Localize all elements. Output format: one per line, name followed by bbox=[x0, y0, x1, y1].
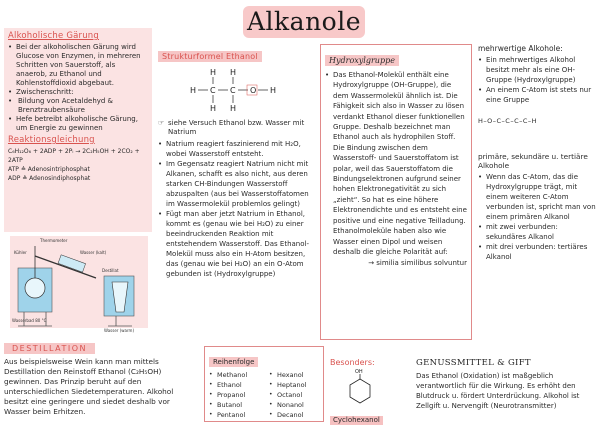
reihe-item: • Butanol bbox=[209, 400, 259, 410]
adp-note: ADP ≙ Adenosindiphosphat bbox=[8, 175, 91, 182]
destillation-section bbox=[4, 336, 196, 422]
mehrwertig-b2: • An einem C-Atom ist stets nur eine Gruppe bbox=[478, 85, 596, 105]
versuch-note: ☞ siehe Versuch Ethanol bzw. Wasser mit Natrium bbox=[158, 119, 305, 136]
atom-c1: C bbox=[210, 86, 216, 95]
gaerung-sub-2: • Bildung von Acetaldehyd & Brenztraubensäure bbox=[8, 97, 148, 115]
page-title: Alkanole bbox=[246, 7, 362, 36]
reihe-item: • Propanol bbox=[209, 390, 259, 400]
genuss-heading: GENUSSMITTEL & GIFT bbox=[416, 358, 531, 368]
gaerung-bullet-3: • Hefe betreibt alkoholische Gärung, um Energie zu gewinnen bbox=[8, 115, 148, 133]
oh-label: OH bbox=[355, 369, 363, 375]
natrium-point-2: • Im Gegensatz reagiert Natrium nicht mit Alkanen, schafft es also nicht, aus deren starken CH-Bindungen Wasserstoff abzuspalten (aus bei Wasserstoffatomen im Wassermolekül problemlos gelingt) bbox=[158, 159, 316, 209]
genuss-text: Das Ethanol (Oxidation) ist maßgeblich verantwortlich für die Wirkung. Es erhöht den Blutdruck u. fördert Unterdrückung. Alkohol ist Zellgift u. Nervengift (Neurotransmitter) bbox=[416, 372, 580, 410]
hydroxyl-text: • Das Ethanol-Molekül enthält eine Hydroxylgruppe (OH-Gruppe), die dem Wassermolekül ähnlich ist. Die Fähigkeit sich also in Wasser zu lösen verdankt Ethanol dieser funktionellen Gruppe. Deshalb bezeichnet man Ethanol auch als hydrophilen Stoff. Die Bindung zwischen dem Wasserstoff- und Sauerstoffatom ist polar, weil das Sauerstoffatom die Bindungselektronen aufgrund seiner hohen Elektronegativität zu sich „zieht“. So hat es eine höhere Elektronendichte und es entsteht eine positive und eine negative Teilladung. Ethanolmoleküle haben also wie Wasser einen Dipol und weisen deshalb die gleiche Polarität auf: bbox=[325, 70, 467, 257]
besonders-section bbox=[330, 358, 410, 422]
label-kuehler: Kühler bbox=[14, 250, 27, 255]
ethanol-structure bbox=[158, 63, 308, 117]
atom-h-left: H bbox=[190, 86, 197, 95]
destillation-heading: DESTILLATION bbox=[4, 343, 95, 354]
label-thermometer: Thermometer bbox=[40, 238, 68, 243]
page-title-box bbox=[243, 6, 365, 38]
gaerung-heading: Alkoholische Gärung bbox=[8, 31, 99, 41]
reihe-item: • Octanol bbox=[269, 390, 319, 400]
mehrwertig-section bbox=[478, 44, 596, 336]
reihe-item: • Ethanol bbox=[209, 380, 259, 390]
atom-o: O bbox=[250, 86, 257, 95]
label-wasserbad: Wasserbad 80 °C bbox=[12, 318, 47, 323]
reihe-item: • Nonanol bbox=[269, 400, 319, 410]
mehrwertig-heading: mehrwertige Alkohole: bbox=[478, 44, 563, 53]
atom-h-top1: H bbox=[210, 68, 217, 77]
atom-h-bot1: H bbox=[210, 104, 217, 113]
natrium-point-1: • Natrium reagiert faszinierend mit H₂O, wobei Wasserstoff entsteht. bbox=[158, 139, 316, 159]
atom-h-right: H bbox=[270, 86, 277, 95]
label-wasser-warm: Wasser (warm) bbox=[104, 328, 135, 333]
reihe-item: • Hexanol bbox=[269, 370, 319, 380]
reihe-item: • Pentanol bbox=[209, 410, 259, 420]
label-destillat: Destillat bbox=[102, 268, 119, 273]
atp-note: ATP ≙ Adenosintriphosphat bbox=[8, 166, 90, 173]
reihe-item: • Heptanol bbox=[269, 380, 319, 390]
alkohol-class-heading: primäre, sekundäre u. tertiäre Alkohole bbox=[478, 152, 588, 170]
reaction-equation: C₆H₁₂O₆ + 2ADP + 2Pᵢ → 2C₂H₅OH + 2CO₂ + 2ATP bbox=[8, 148, 140, 164]
strukturformel-heading: Strukturformel Ethanol bbox=[158, 51, 262, 62]
hydroxyl-heading: Hydroxylgruppe bbox=[325, 55, 399, 66]
genuss-section bbox=[416, 358, 598, 422]
hand-pointer-icon: ☞ bbox=[158, 119, 165, 127]
label-wasser-kalt: Wasser (kalt) bbox=[80, 250, 107, 255]
reihe-item: • Methanol bbox=[209, 370, 259, 380]
reihenfolge-section bbox=[204, 346, 324, 422]
distillation-apparatus bbox=[4, 232, 152, 334]
class-tertiary: • mit drei verbunden: tertiäres Alkanol bbox=[478, 242, 596, 262]
gaerung-bullet-1: • Bei der alkoholischen Gärung wird Glucose von Enzymen, in mehreren Schritten von Sauerstoff, als anaerob, zu Ethanol und Kohlenstoffdioxid abgebaut. bbox=[8, 43, 148, 88]
polyol-formula: H–O–C–C–C–C–H bbox=[478, 117, 538, 125]
cyclohexanol-structure bbox=[338, 367, 382, 407]
atom-c2: C bbox=[230, 86, 236, 95]
hydroxyl-section bbox=[320, 44, 472, 340]
destillation-text: Aus beispielsweise Wein kann man mittels Destillation den Reinstoff Ethanol (C₂H₅OH) gewinnen. Das Prinzip beruht auf den unterschiedlichen Siedetemperaturen. Alkohol besitzt eine geringere und siedet deshalb vor Wasser beim Erhitzen. bbox=[4, 357, 174, 416]
atom-h-top2: H bbox=[230, 68, 237, 77]
reihenfolge-heading: Reihenfolge bbox=[209, 357, 258, 367]
natrium-point-3: • Fügt man aber jetzt Natrium in Ethanol, kommt es (genau wie bei H₂O) zu einer beeindruckenden Reaktion mit entstehendem Wasserstoff. Das Ethanol-Molekül muss also ein H-Atom besitzen, das (genau wie bei H₂O) an ein O-Atom gebunden ist (Hydroxylgruppe) bbox=[158, 209, 316, 279]
gaerung-panel bbox=[4, 28, 152, 232]
atom-h-bot2: H bbox=[230, 104, 237, 113]
reaction-heading: Reaktionsgleichung bbox=[8, 135, 95, 145]
besonders-heading: Besonders: bbox=[330, 358, 375, 367]
mehrwertig-b1: • Ein mehrwertiges Alkohol besitzt mehr als eine OH-Gruppe (Hydroxylgruppe) bbox=[478, 55, 596, 85]
gaerung-bullet-2: • Zwischenschritt: bbox=[8, 88, 148, 97]
similia-quote: → similia similibus solvuntur bbox=[368, 259, 467, 268]
reihe-item: • Decanol bbox=[269, 410, 319, 420]
class-primary: • Wenn das C-Atom, das die Hydroxylgruppe trägt, mit einem weiteren C-Atom verbunden ist, spricht man von einem primären Alkanol bbox=[478, 172, 596, 222]
strukturformel-section bbox=[158, 44, 316, 336]
cyclohexanol-label: Cyclohexanol bbox=[330, 416, 383, 425]
class-secondary: • mit zwei verbunden: sekundäres Alkanol bbox=[478, 222, 596, 242]
